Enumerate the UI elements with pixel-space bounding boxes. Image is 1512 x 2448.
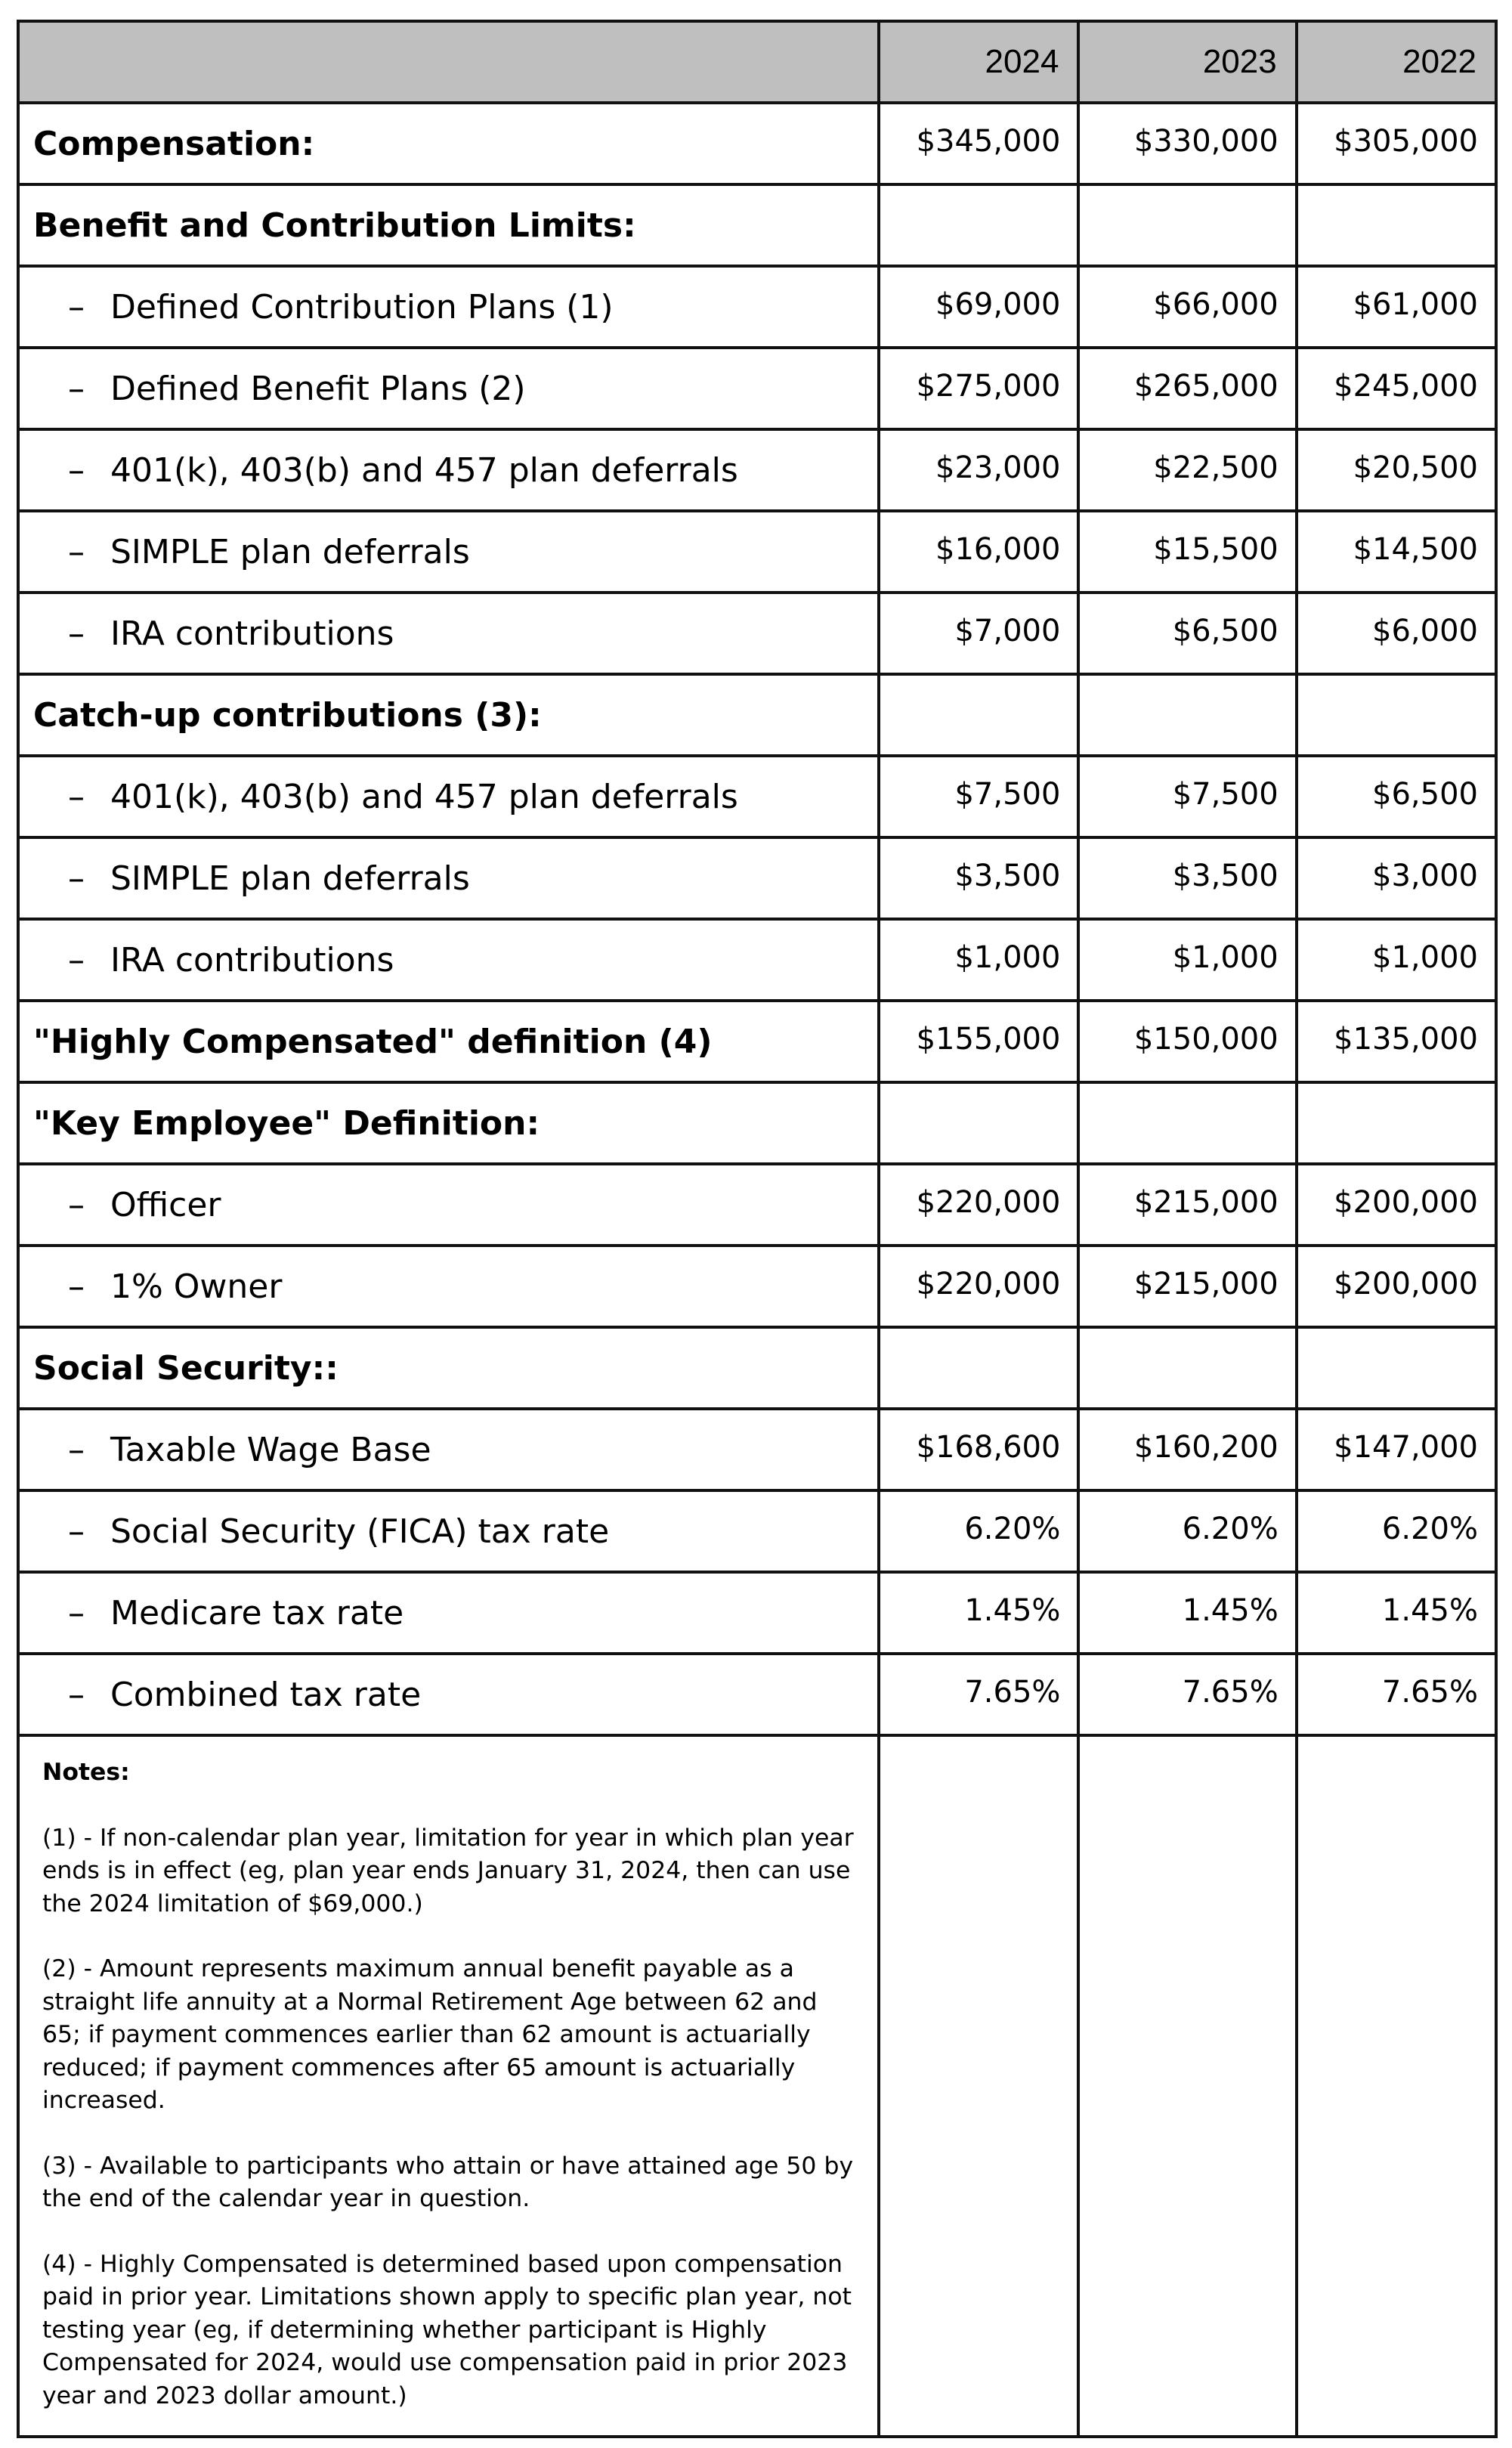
value-2022 — [1297, 184, 1496, 266]
section-label-key-employee: "Key Employee" Definition: — [18, 1082, 879, 1164]
value-2024: 6.20% — [879, 1490, 1078, 1572]
bullet-dash: – — [68, 1185, 85, 1224]
section-label-catch-up: Catch-up contributions (3): — [18, 674, 879, 756]
value-2022 — [1297, 1082, 1496, 1164]
notes-empty-cell — [1078, 1735, 1296, 2437]
row-label — [18, 1164, 879, 1246]
table-row — [18, 593, 1496, 674]
table-row — [18, 266, 1496, 348]
value-2024: $69,000 — [879, 266, 1078, 348]
table-row — [18, 1572, 1496, 1654]
value-2024: $220,000 — [879, 1246, 1078, 1327]
notes-cell — [18, 1735, 879, 2437]
notes-empty-cell — [1297, 1735, 1496, 2437]
table-row — [18, 511, 1496, 593]
value-2024 — [879, 674, 1078, 756]
value-2022: $6,500 — [1297, 756, 1496, 837]
value-2024: 1.45% — [879, 1572, 1078, 1654]
value-2024: $7,000 — [879, 593, 1078, 674]
value-2024: $345,000 — [879, 103, 1078, 184]
row-label — [18, 593, 879, 674]
table-row — [18, 1001, 1496, 1082]
row-label-highly-compensated: "Highly Compensated" definition (4) — [18, 1001, 879, 1082]
value-2023 — [1078, 184, 1296, 266]
row-label — [18, 919, 879, 1001]
value-2022: $1,000 — [1297, 919, 1496, 1001]
section-label-benefit-limits: Benefit and Contribution Limits: — [18, 184, 879, 266]
row-label-text: Defined Contribution Plans (1) — [110, 287, 614, 327]
table-row — [18, 1164, 1496, 1246]
table-row — [18, 674, 1496, 756]
value-2022: $245,000 — [1297, 348, 1496, 429]
table-row — [18, 919, 1496, 1001]
value-2022: $20,500 — [1297, 429, 1496, 511]
value-2023: $6,500 — [1078, 593, 1296, 674]
notes-row — [18, 1735, 1496, 2437]
value-2023 — [1078, 1082, 1296, 1164]
table-row — [18, 184, 1496, 266]
row-label — [18, 266, 879, 348]
table-row — [18, 1409, 1496, 1490]
bullet-dash: – — [68, 369, 85, 408]
row-label — [18, 1490, 879, 1572]
header-blank-cell — [18, 21, 879, 103]
note-4: (4) - Highly Compensated is determined based upon compensation paid in prior year. Limitations shown apply to specific plan year, not testing year (eg, if determining whether participant is Highly Compensated for 2024, would use compensation paid in prior 2023 year and 2023 dollar amount.) — [42, 2250, 852, 2409]
table-row — [18, 1082, 1496, 1164]
bullet-dash: – — [68, 1675, 85, 1714]
value-2023: $7,500 — [1078, 756, 1296, 837]
value-2024: $1,000 — [879, 919, 1078, 1001]
row-label — [18, 837, 879, 919]
row-label — [18, 348, 879, 429]
value-2022: $14,500 — [1297, 511, 1496, 593]
note-3: (3) - Available to participants who attain or have attained age 50 by the end of the calendar year in question. — [42, 2152, 854, 2212]
value-2022: $200,000 — [1297, 1164, 1496, 1246]
bullet-dash: – — [68, 859, 85, 898]
bullet-dash: – — [68, 1430, 85, 1469]
value-2023: $215,000 — [1078, 1164, 1296, 1246]
table-row — [18, 1327, 1496, 1409]
value-2023: $15,500 — [1078, 511, 1296, 593]
row-label-text: Medicare tax rate — [110, 1593, 404, 1633]
table-row — [18, 103, 1496, 184]
row-label-text: Defined Benefit Plans (2) — [110, 369, 526, 408]
row-label-text: IRA contributions — [110, 614, 394, 653]
value-2022: $200,000 — [1297, 1246, 1496, 1327]
value-2024: $23,000 — [879, 429, 1078, 511]
row-label-compensation: Compensation: — [18, 103, 879, 184]
row-label-text: Officer — [110, 1185, 221, 1224]
row-label — [18, 429, 879, 511]
bullet-dash: – — [68, 1512, 85, 1551]
value-2023: $150,000 — [1078, 1001, 1296, 1082]
header-year-2024: 2024 — [879, 21, 1078, 103]
row-label — [18, 1654, 879, 1735]
value-2022: 6.20% — [1297, 1490, 1496, 1572]
value-2023: $3,500 — [1078, 837, 1296, 919]
value-2024: $3,500 — [879, 837, 1078, 919]
row-label-text: SIMPLE plan deferrals — [110, 532, 470, 571]
table-row — [18, 837, 1496, 919]
value-2023: $1,000 — [1078, 919, 1296, 1001]
row-label-text: Combined tax rate — [110, 1675, 422, 1714]
row-label-text: Social Security (FICA) tax rate — [110, 1512, 610, 1551]
value-2022: $61,000 — [1297, 266, 1496, 348]
value-2024: $7,500 — [879, 756, 1078, 837]
table-row — [18, 1490, 1496, 1572]
row-label-text: 1% Owner — [110, 1267, 283, 1306]
value-2023: $160,200 — [1078, 1409, 1296, 1490]
note-1: (1) - If non-calendar plan year, limitation for year in which plan year ends is in effect (eg, plan year ends January 31, 2024, then can use the 2024 limitation of $69,000.) — [42, 1824, 854, 1917]
bullet-dash: – — [68, 1593, 85, 1633]
value-2023: $66,000 — [1078, 266, 1296, 348]
value-2023: $265,000 — [1078, 348, 1296, 429]
bullet-dash: – — [68, 940, 85, 980]
table-row — [18, 348, 1496, 429]
value-2023: 7.65% — [1078, 1654, 1296, 1735]
value-2022 — [1297, 674, 1496, 756]
bullet-dash: – — [68, 1267, 85, 1306]
table-row — [18, 429, 1496, 511]
value-2023: $22,500 — [1078, 429, 1296, 511]
header-year-2022: 2022 — [1297, 21, 1496, 103]
value-2022: $147,000 — [1297, 1409, 1496, 1490]
row-label — [18, 511, 879, 593]
bullet-dash: – — [68, 777, 85, 816]
value-2022 — [1297, 1327, 1496, 1409]
value-2022: $3,000 — [1297, 837, 1496, 919]
row-label — [18, 1572, 879, 1654]
table-row — [18, 1246, 1496, 1327]
row-label-text: 401(k), 403(b) and 457 plan deferrals — [110, 777, 738, 816]
table-header-row — [18, 21, 1496, 103]
value-2022: $135,000 — [1297, 1001, 1496, 1082]
notes-title: Notes: — [42, 1759, 130, 1786]
value-2024 — [879, 1327, 1078, 1409]
value-2023 — [1078, 674, 1296, 756]
row-label — [18, 1246, 879, 1327]
value-2024: $168,600 — [879, 1409, 1078, 1490]
value-2024: $275,000 — [879, 348, 1078, 429]
section-label-social-security: Social Security:: — [18, 1327, 879, 1409]
bullet-dash: – — [68, 614, 85, 653]
value-2024: $220,000 — [879, 1164, 1078, 1246]
value-2023: $330,000 — [1078, 103, 1296, 184]
notes-empty-cell — [879, 1735, 1078, 2437]
value-2022: 7.65% — [1297, 1654, 1496, 1735]
value-2024 — [879, 1082, 1078, 1164]
row-label-text: 401(k), 403(b) and 457 plan deferrals — [110, 450, 738, 490]
row-label-text: IRA contributions — [110, 940, 394, 980]
row-label-text: SIMPLE plan deferrals — [110, 859, 470, 898]
bullet-dash: – — [68, 532, 85, 571]
bullet-dash: – — [68, 450, 85, 490]
value-2022: $305,000 — [1297, 103, 1496, 184]
header-year-2023: 2023 — [1078, 21, 1296, 103]
value-2024: $16,000 — [879, 511, 1078, 593]
value-2023 — [1078, 1327, 1296, 1409]
value-2024: 7.65% — [879, 1654, 1078, 1735]
table-row — [18, 1654, 1496, 1735]
value-2023: $215,000 — [1078, 1246, 1296, 1327]
value-2024 — [879, 184, 1078, 266]
value-2023: 1.45% — [1078, 1572, 1296, 1654]
value-2023: 6.20% — [1078, 1490, 1296, 1572]
note-2: (2) - Amount represents maximum annual benefit payable as a straight life annuity at a Normal Retirement Age between 62 and 65; if payment commences earlier than 62 amount is actuarially reduced; if payment commences after 65 amount is actuarially increased. — [42, 1955, 818, 2114]
value-2024: $155,000 — [879, 1001, 1078, 1082]
limits-table — [17, 20, 1498, 2438]
row-label — [18, 1409, 879, 1490]
bullet-dash: – — [68, 287, 85, 327]
row-label — [18, 756, 879, 837]
row-label-text: Taxable Wage Base — [110, 1430, 431, 1469]
value-2022: 1.45% — [1297, 1572, 1496, 1654]
table-row — [18, 756, 1496, 837]
value-2022: $6,000 — [1297, 593, 1496, 674]
